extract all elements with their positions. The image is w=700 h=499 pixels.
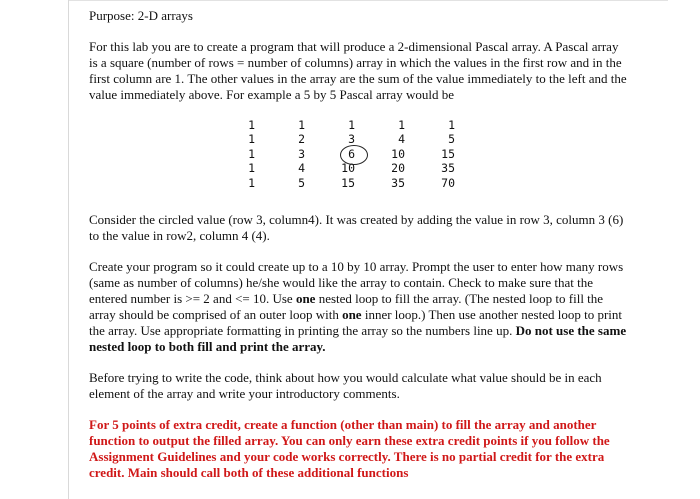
circled-value-marker [340,145,368,165]
pascal-cell: 3 [298,146,305,161]
pascal-cell: 35 [441,161,455,176]
consider-paragraph: Consider the circled value (row 3, column4). It was created by adding the value in row 3, column 3 (6) to the value in row2, column 4 (4). [89,212,624,243]
pascal-cell: 1 [248,161,255,176]
pascal-cell: 20 [391,161,405,176]
instructions-text: inner loop.) Then use another nested loop to print the array. Use appropriate formatting in printing the array so the numbers line up. [89,307,623,338]
pascal-cell: 5 [298,175,305,190]
pascal-cell: 1 [398,118,405,132]
pascal-cell: 1 [248,175,255,190]
pascal-cell: 1 [248,118,255,132]
pascal-cell: 1 [248,132,255,147]
pascal-cell: 2 [298,132,305,147]
page-left-edge [68,0,69,499]
pascal-row [205,118,505,132]
emphasis-one: one [342,307,362,322]
pascal-cell: 15 [441,146,455,161]
pascal-cell: 1 [348,118,355,132]
pascal-cell: 3 [348,132,355,147]
pascal-array-example [205,118,505,198]
pascal-cell: 15 [341,175,355,190]
pascal-cell-circled: 10 [391,146,405,161]
lab-document [89,8,629,481]
instructions-paragraph [89,259,629,355]
instructions-text: nested loop to fill the array. (The nested loop to fill the array should be comprised of an outer loop with [89,291,604,322]
emphasis-one: one [295,291,316,306]
pascal-cell: 4 [398,132,405,147]
pascal-row [205,176,505,190]
before-paragraph: Before trying to write the code, think about how you would calculate what value should be in each element of the array and write your introductory comments. [89,370,602,401]
page-top-edge [68,0,668,1]
pascal-cell: 35 [391,175,405,190]
pascal-cell: 10 [341,161,355,176]
purpose-heading: Purpose: 2-D arrays [89,8,193,23]
pascal-cell: 1 [248,146,255,161]
pascal-cell: 70 [441,175,455,190]
pascal-cell: 1 [448,118,455,132]
bold-warning: Do not use the same nested loop to both fill and print the array. [89,323,627,354]
instructions-text: Create your program so it could create up to a 10 by 10 array. Prompt the user to enter how many rows (same as number of columns) he/she would like the array to contain. Check to make sure that the entered number is >= 2 and <= 10. Use [89,259,624,306]
intro-paragraph: For this lab you are to create a program that will produce a 2-dimensional Pascal array. A Pascal array is a square (number of rows = number of columns) array in which the values in the first row and in the first column are 1. The other values in the array are the sum of the value immediately to the left and the value immediately above. For example a 5 by 5 Pascal array would be [89,39,627,102]
pascal-cell: 1 [298,118,305,132]
extra-credit-paragraph: For 5 points of extra credit, create a function (other than main) to fill the array and another function to output the filled array. You can only earn these extra credit points if you follow the Assignment Guidelines and your code works correctly. There is no partial credit for the extra credit. Main should call both of these additional functions [89,417,610,480]
pascal-cell: 6 [348,146,355,161]
pascal-cell: 4 [298,161,305,176]
pascal-cell: 5 [448,132,455,147]
